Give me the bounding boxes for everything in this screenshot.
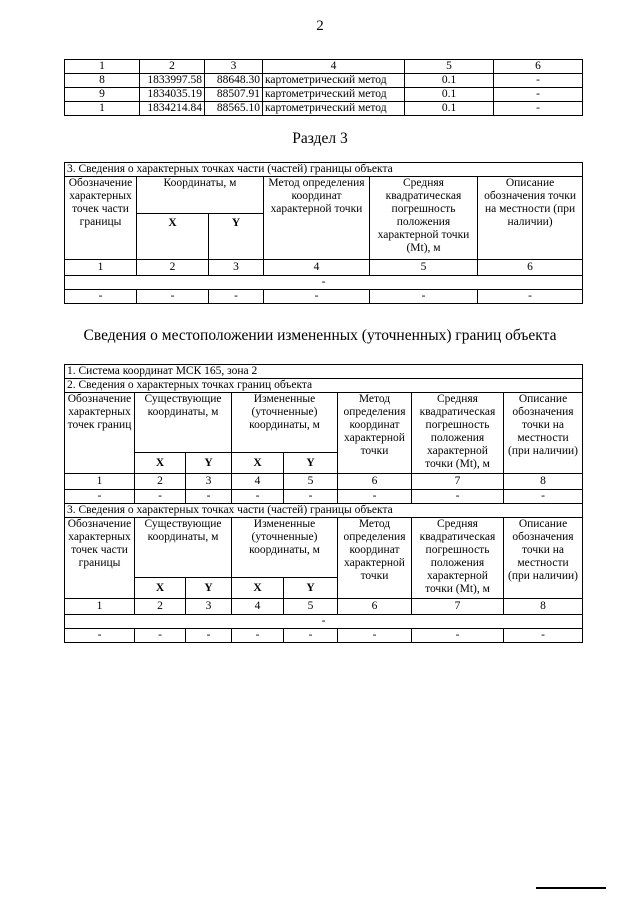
table-cell: - bbox=[504, 490, 583, 504]
col-number: 4 bbox=[232, 599, 284, 615]
col-number: 2 bbox=[135, 474, 186, 490]
table-cell: 88648.30 bbox=[205, 74, 263, 88]
top-coordinates-table bbox=[64, 59, 583, 116]
y-header: Y bbox=[284, 578, 338, 599]
col-number: 3 bbox=[186, 474, 232, 490]
col-number: 2 bbox=[137, 260, 209, 276]
description-header: Описание обозначения точки на местности (при наличии) bbox=[504, 518, 583, 599]
x-header: X bbox=[135, 578, 186, 599]
table-header-row bbox=[65, 60, 583, 74]
col-number: 5 bbox=[405, 60, 494, 74]
col-number: 2 bbox=[140, 60, 205, 74]
col-number: 1 bbox=[65, 260, 137, 276]
existing-coordinates-header: Существующие координаты, м bbox=[135, 518, 232, 578]
table-title-row bbox=[65, 379, 583, 393]
col-number: 3 bbox=[205, 60, 263, 74]
col-number: 6 bbox=[338, 599, 412, 615]
changed-coordinates-header: Измененные (уточненные) координаты, м bbox=[232, 518, 338, 578]
method-header: Метод определения координат характерной точки bbox=[338, 518, 412, 599]
table-cell: 9 bbox=[65, 88, 140, 102]
col-number: 6 bbox=[338, 474, 412, 490]
col-number: 4 bbox=[264, 260, 370, 276]
dash-row: - bbox=[65, 615, 583, 629]
y-header: Y bbox=[284, 453, 338, 474]
section-2-title: 2. Сведения о характерных точках границ объекта bbox=[65, 379, 583, 393]
table-cell: - bbox=[65, 490, 135, 504]
x-header: X bbox=[232, 578, 284, 599]
section-3-title: 3. Сведения о характерных точках части (частей) границы объекта bbox=[65, 504, 583, 518]
table-cell: - bbox=[338, 490, 412, 504]
table-cell: 8 bbox=[65, 74, 140, 88]
col-number: 1 bbox=[65, 599, 135, 615]
table-cell: - bbox=[232, 490, 284, 504]
col-number: 7 bbox=[412, 474, 504, 490]
table-row bbox=[65, 276, 583, 290]
table-row bbox=[65, 74, 583, 88]
table-cell: - bbox=[135, 490, 186, 504]
table-cell: картометрический метод bbox=[263, 74, 405, 88]
table-title: 3. Сведения о характерных точках части (частей) границы объекта bbox=[65, 163, 583, 177]
table-cell: 0.1 bbox=[405, 74, 494, 88]
col-number: 1 bbox=[65, 474, 135, 490]
changed-boundaries-table bbox=[64, 364, 583, 643]
error-header: Средняя квадратическая погрешность положения характерной точки (Mt), м bbox=[412, 393, 504, 474]
table-cell: - bbox=[135, 629, 186, 643]
table-row bbox=[65, 290, 583, 304]
table-cell: - bbox=[264, 290, 370, 304]
table-cell: 0.1 bbox=[405, 88, 494, 102]
table-title-row bbox=[65, 365, 583, 379]
x-header: X bbox=[137, 214, 209, 260]
table-cell: 88565.10 bbox=[205, 102, 263, 116]
column-number-row bbox=[65, 474, 583, 490]
table-cell: картометрический метод bbox=[263, 88, 405, 102]
col-number: 1 bbox=[65, 60, 140, 74]
col-number: 5 bbox=[370, 260, 478, 276]
table-cell: 1833997.58 bbox=[140, 74, 205, 88]
table-cell: картометрический метод bbox=[263, 102, 405, 116]
table-cell: 88507.91 bbox=[205, 88, 263, 102]
dash-row: - bbox=[65, 276, 583, 290]
x-header: X bbox=[135, 453, 186, 474]
table-cell: - bbox=[494, 88, 583, 102]
table-row bbox=[65, 490, 583, 504]
table-title-row bbox=[65, 504, 583, 518]
table-cell: - bbox=[370, 290, 478, 304]
table-cell: - bbox=[137, 290, 209, 304]
table-cell: - bbox=[232, 629, 284, 643]
table-cell: - bbox=[494, 74, 583, 88]
y-header: Y bbox=[209, 214, 264, 260]
table-cell: - bbox=[478, 290, 583, 304]
y-header: Y bbox=[186, 453, 232, 474]
table-cell: - bbox=[186, 629, 232, 643]
table-cell: - bbox=[284, 629, 338, 643]
col-number: 3 bbox=[186, 599, 232, 615]
table-cell: - bbox=[65, 629, 135, 643]
table-cell: - bbox=[412, 629, 504, 643]
x-header: X bbox=[232, 453, 284, 474]
designation-header: Обозначение характерных точек границ bbox=[65, 393, 135, 474]
section-3-title: Раздел 3 bbox=[292, 130, 348, 147]
table-cell: 1 bbox=[65, 102, 140, 116]
table-row bbox=[65, 88, 583, 102]
page-number: 2 bbox=[316, 18, 324, 34]
table-header-row bbox=[65, 393, 583, 453]
col-number: 6 bbox=[494, 60, 583, 74]
table-row bbox=[65, 615, 583, 629]
col-number: 4 bbox=[232, 474, 284, 490]
table-cell: 1834214.84 bbox=[140, 102, 205, 116]
col-number: 8 bbox=[504, 474, 583, 490]
section-3-table bbox=[64, 162, 583, 304]
table-cell: 0.1 bbox=[405, 102, 494, 116]
designation-header: Обозначение характерных точек части границы bbox=[65, 177, 137, 260]
col-number: 5 bbox=[284, 474, 338, 490]
table-cell: - bbox=[186, 490, 232, 504]
coordinates-header: Координаты, м bbox=[137, 177, 264, 214]
error-header: Средняя квадратическая погрешность положения характерной точки (Mt), м bbox=[370, 177, 478, 260]
coordinate-system: 1. Система координат МСК 165, зона 2 bbox=[65, 365, 583, 379]
table-cell: 1834035.19 bbox=[140, 88, 205, 102]
table-cell: - bbox=[504, 629, 583, 643]
designation-header: Обозначение характерных точек части границы bbox=[65, 518, 135, 599]
col-number: 8 bbox=[504, 599, 583, 615]
existing-coordinates-header: Существующие координаты, м bbox=[135, 393, 232, 453]
method-header: Метод определения координат характерной точки bbox=[338, 393, 412, 474]
table-cell: - bbox=[338, 629, 412, 643]
table-header-row bbox=[65, 177, 583, 214]
changed-coordinates-header: Измененные (уточненные) координаты, м bbox=[232, 393, 338, 453]
table-row bbox=[65, 629, 583, 643]
method-header: Метод определения координат характерной точки bbox=[264, 177, 370, 260]
changed-boundaries-title: Сведения о местоположении измененных (уточненных) границ объекта bbox=[83, 327, 557, 344]
col-number: 2 bbox=[135, 599, 186, 615]
column-number-row bbox=[65, 260, 583, 276]
table-row bbox=[65, 102, 583, 116]
col-number: 7 bbox=[412, 599, 504, 615]
description-header: Описание обозначения точки на местности (при наличии) bbox=[478, 177, 583, 260]
footer-rule bbox=[536, 887, 606, 889]
table-title-row bbox=[65, 163, 583, 177]
description-header: Описание обозначения точки на местности (при наличии) bbox=[504, 393, 583, 474]
col-number: 6 bbox=[478, 260, 583, 276]
col-number: 3 bbox=[209, 260, 264, 276]
table-cell: - bbox=[412, 490, 504, 504]
table-header-row bbox=[65, 518, 583, 578]
error-header: Средняя квадратическая погрешность положения характерной точки (Mt), м bbox=[412, 518, 504, 599]
table-cell: - bbox=[65, 290, 137, 304]
col-number: 4 bbox=[263, 60, 405, 74]
table-cell: - bbox=[284, 490, 338, 504]
y-header: Y bbox=[186, 578, 232, 599]
table-cell: - bbox=[209, 290, 264, 304]
col-number: 5 bbox=[284, 599, 338, 615]
table-cell: - bbox=[494, 102, 583, 116]
column-number-row bbox=[65, 599, 583, 615]
